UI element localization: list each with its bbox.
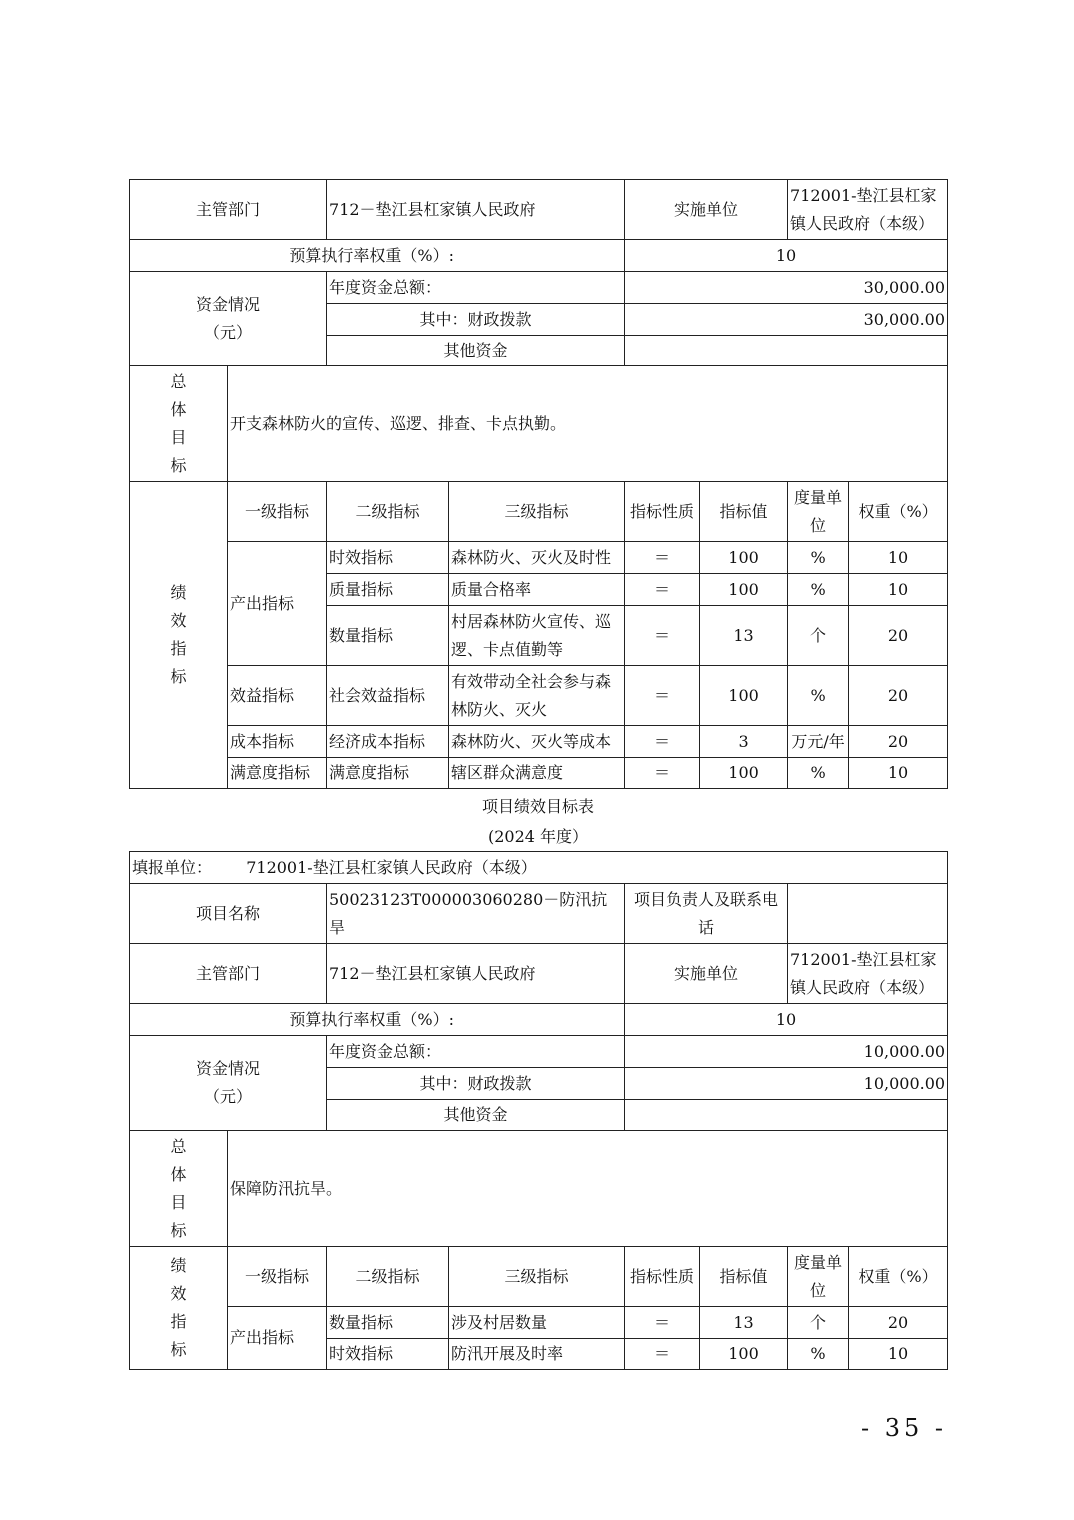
overall-goal-text: 保障防汛抗旱。 [228,1131,948,1247]
level1-cell: 成本指标 [228,726,327,758]
impl-value: 712001-垫江县杠家镇人民政府（本级） [788,180,948,240]
filler-unit-row [130,852,948,884]
nature-cell: ＝ [625,726,700,758]
fund-total-label: 年度资金总额： [327,272,625,304]
goal-char: 总 [170,371,187,391]
goal-char: 标 [170,455,187,475]
table-row [130,542,948,574]
level2-cell: 社会效益指标 [327,666,449,726]
header-weight: 权重（%） [849,1247,948,1307]
level2-cell: 数量指标 [327,606,449,666]
unit-cell: 万元/年 [788,726,849,758]
level2-cell: 时效指标 [327,1339,449,1370]
level3-cell: 有效带动全社会参与森林防火、灭火 [449,666,625,726]
fund-label: 资金情况 [196,294,261,314]
weight-cell: 10 [849,758,948,789]
level3-cell: 森林防火、灭火等成本 [449,726,625,758]
level3-cell: 森林防火、灭火及时性 [449,542,625,574]
level3-cell: 涉及村居数量 [449,1307,625,1339]
goal-char: 体 [170,1164,187,1184]
unit-cell: % [788,1339,849,1370]
goal-char: 目 [170,427,187,447]
fund-fiscal-value: 30,000.00 [625,304,948,336]
weight-cell: 10 [849,574,948,606]
fund-other-value [625,1100,948,1131]
header-nature: 指标性质 [625,1247,700,1307]
goal-char: 目 [170,1192,187,1212]
perf-char: 标 [170,1340,187,1359]
level3-cell: 质量合格率 [449,574,625,606]
performance-table-forest-fire [129,179,948,789]
fund-fiscal-label: 其中：财政拨款 [327,304,625,336]
level1-cell: 满意度指标 [228,758,327,789]
weight-cell: 20 [849,1307,948,1339]
value-cell: 3 [700,726,788,758]
table-caption-title: 项目绩效目标表 [481,797,594,816]
weight-cell: 10 [849,1339,948,1370]
fund-total-label: 年度资金总额： [327,1036,625,1068]
contact-label: 项目负责人及联系电话 [625,884,788,944]
performance-indicator-label [130,482,228,789]
weight-cell: 20 [849,606,948,666]
fund-situation-label [130,1036,327,1131]
level3-cell: 防汛开展及时率 [449,1339,625,1370]
nature-cell: ＝ [625,606,700,666]
performance-table-flood-control [129,851,948,1370]
fund-total-value: 10,000.00 [625,1036,948,1068]
impl-label: 实施单位 [625,944,788,1004]
level2-cell: 数量指标 [327,1307,449,1339]
overall-goal-label [130,1131,228,1247]
goal-char: 总 [170,1136,187,1156]
weight-cell: 20 [849,666,948,726]
perf-char: 指 [170,639,187,658]
header-level2: 二级指标 [327,482,449,542]
fund-other-label: 其他资金 [327,1100,625,1131]
table-caption-year: (2024 年度） [487,827,589,846]
table-row [130,758,948,789]
weight-cell: 20 [849,726,948,758]
overall-goal-text: 开支森林防火的宣传、巡逻、排查、卡点执勤。 [228,366,948,482]
unit-cell: 个 [788,1307,849,1339]
level1-cell: 产出指标 [228,542,327,666]
nature-cell: ＝ [625,1339,700,1370]
unit-cell: % [788,666,849,726]
table-row [130,666,948,726]
fund-fiscal-value: 10,000.00 [625,1068,948,1100]
goal-char: 体 [170,399,187,419]
fund-situation-label [130,272,327,366]
performance-indicator-label [130,1247,228,1370]
value-cell: 100 [700,542,788,574]
header-unit: 度量单位 [788,482,849,542]
perf-char: 指 [170,1312,187,1331]
header-level3: 三级指标 [449,482,625,542]
fund-other-value [625,336,948,366]
unit-cell: % [788,574,849,606]
header-unit: 度量单位 [788,1247,849,1307]
goal-char: 标 [170,1220,187,1240]
dept-label: 主管部门 [130,180,327,240]
header-value: 指标值 [700,1247,788,1307]
table-row [130,726,948,758]
overall-goal-label [130,366,228,482]
level1-cell: 产出指标 [228,1307,327,1370]
impl-label: 实施单位 [625,180,788,240]
header-level1: 一级指标 [228,482,327,542]
fund-fiscal-label: 其中：财政拨款 [327,1068,625,1100]
fund-unit: （元） [203,1087,252,1106]
nature-cell: ＝ [625,758,700,789]
header-value: 指标值 [700,482,788,542]
budget-rate-value: 10 [625,1004,948,1036]
project-name-value: 50023123T000003060280－防汛抗旱 [327,884,625,944]
unit-cell: % [788,758,849,789]
perf-char: 效 [170,611,187,630]
project-name-label: 项目名称 [130,884,327,944]
dept-value: 712－垫江县杠家镇人民政府 [327,180,625,240]
fund-total-value: 30,000.00 [625,272,948,304]
level3-cell: 辖区群众满意度 [449,758,625,789]
impl-value: 712001-垫江县杠家镇人民政府（本级） [788,944,948,1004]
level3-cell: 村居森林防火宣传、巡逻、卡点值勤等 [449,606,625,666]
table-row [130,1307,948,1339]
unit-cell: 个 [788,606,849,666]
filler-unit-value: 712001-垫江县杠家镇人民政府（本级） [246,857,537,877]
perf-char: 绩 [170,583,187,602]
value-cell: 13 [700,606,788,666]
value-cell: 100 [700,666,788,726]
header-level1: 一级指标 [228,1247,327,1307]
level2-cell: 经济成本指标 [327,726,449,758]
perf-char: 效 [170,1284,187,1303]
nature-cell: ＝ [625,1307,700,1339]
value-cell: 13 [700,1307,788,1339]
value-cell: 100 [700,758,788,789]
contact-value [788,884,948,944]
budget-rate-value: 10 [625,240,948,272]
weight-cell: 10 [849,542,948,574]
header-nature: 指标性质 [625,482,700,542]
level2-cell: 质量指标 [327,574,449,606]
dept-value: 712－垫江县杠家镇人民政府 [327,944,625,1004]
perf-char: 绩 [170,1256,187,1275]
level2-cell: 时效指标 [327,542,449,574]
level2-cell: 满意度指标 [327,758,449,789]
value-cell: 100 [700,574,788,606]
nature-cell: ＝ [625,666,700,726]
dept-label: 主管部门 [130,944,327,1004]
page-number: - 35 - [860,1414,947,1442]
nature-cell: ＝ [625,542,700,574]
unit-cell: % [788,542,849,574]
fund-other-label: 其他资金 [327,336,625,366]
header-level3: 三级指标 [449,1247,625,1307]
nature-cell: ＝ [625,574,700,606]
value-cell: 100 [700,1339,788,1370]
fund-unit: （元） [204,322,253,342]
level1-cell: 效益指标 [228,666,327,726]
budget-rate-label: 预算执行率权重（%）: [130,1004,625,1036]
header-weight: 权重（%） [849,482,948,542]
budget-rate-label: 预算执行率权重（%）: [130,240,625,272]
fund-label: 资金情况 [195,1059,260,1078]
perf-char: 标 [170,667,187,686]
filler-unit-label: 填报单位： [132,857,213,877]
header-level2: 二级指标 [327,1247,449,1307]
